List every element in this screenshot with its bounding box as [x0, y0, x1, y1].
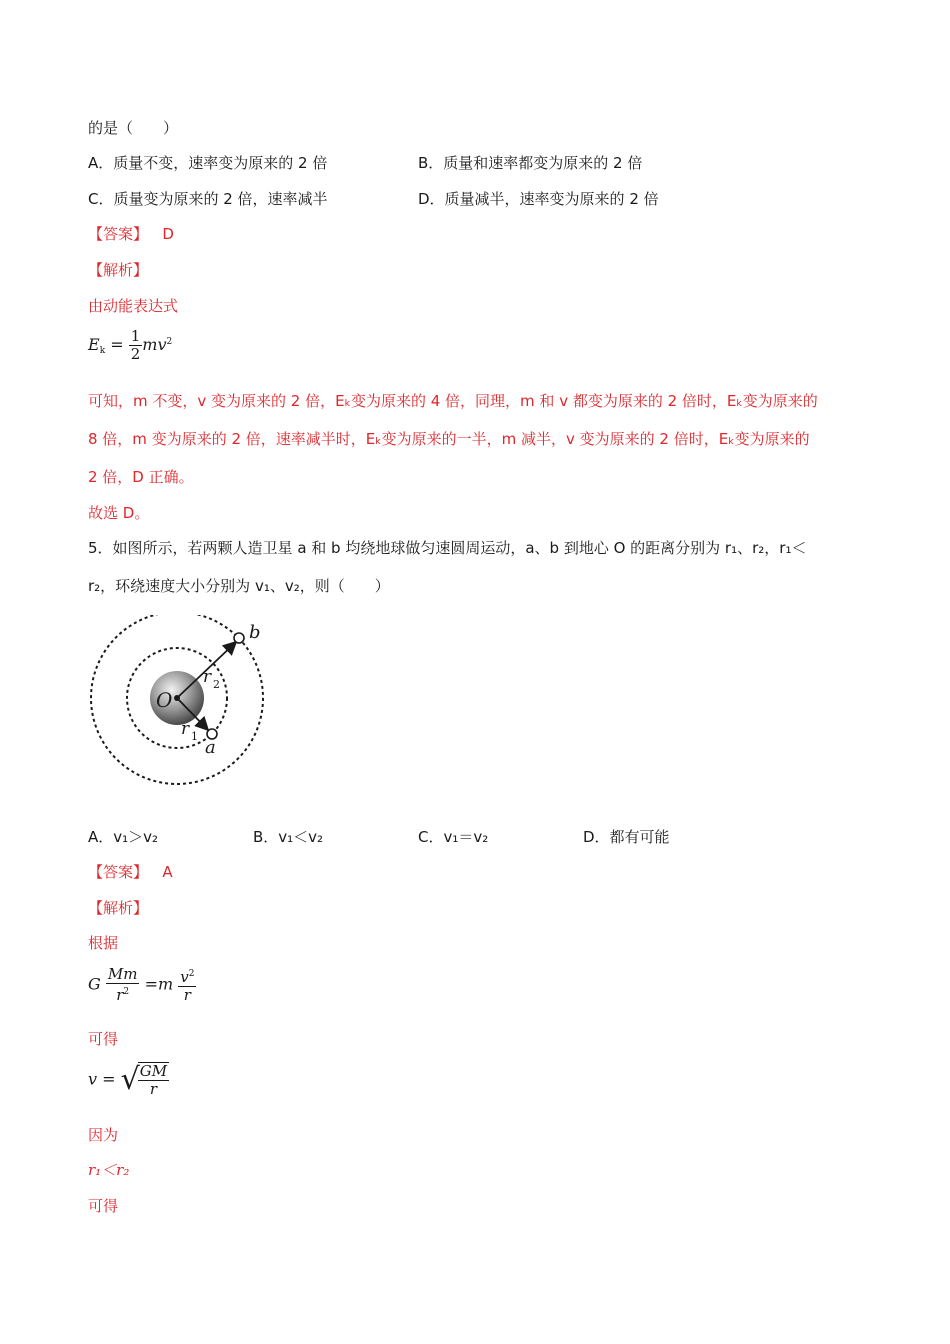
q4-answer [88, 224, 174, 244]
formula-g: G [88, 974, 101, 994]
label-r2: r [203, 667, 212, 687]
label-center-o: O [156, 688, 173, 712]
satellite-b [234, 633, 244, 643]
q4-option-c: C．质量变为原来的 2 倍，速率减半 [88, 190, 328, 208]
q5-answer-label: 【答案】 [88, 863, 149, 881]
q5-answer-value: A [162, 863, 173, 881]
formula-square: 2 [166, 337, 173, 347]
formula-gm-over-r [138, 1062, 169, 1098]
q5-then1: 可得 [88, 1030, 119, 1048]
satellite-orbit-diagram [84, 615, 274, 790]
q4-conclusion: 故选 D。 [88, 504, 150, 522]
q4-option-a: A．质量不变，速率变为原来的 2 倍 [88, 154, 328, 172]
q5-stem-line2: r₂，环绕速度大小分别为 v₁、v₂，则（ ） [88, 577, 390, 595]
label-a: a [205, 737, 216, 758]
q4-analysis-label: 【解析】 [88, 261, 149, 279]
q5-velocity-formula [88, 1062, 169, 1098]
formula-ek-sub: k [99, 346, 106, 356]
formula-equals: = [102, 1069, 116, 1089]
q4-kinetic-energy-formula [88, 328, 172, 363]
q5-stem-line1: 5．如图所示，若两颗人造卫星 a 和 b 均绕地球做匀速圆周运动，a、b 到地心 O 的距离分别为 r₁、r₂，r₁＜ [88, 539, 807, 557]
formula-mm-over-r2 [106, 966, 140, 1004]
label-r2-sub: 2 [213, 678, 220, 691]
q5-option-b: B．v₁＜v₂ [253, 828, 324, 846]
q5-because: 因为 [88, 1126, 119, 1144]
formula-half-fraction [129, 328, 143, 363]
earth-center-dot [174, 695, 180, 701]
formula-ek-symbol: E [88, 335, 100, 354]
q4-answer-label: 【答案】 [88, 225, 149, 243]
label-b: b [249, 622, 261, 643]
q5-then2: 可得 [88, 1197, 119, 1215]
fraction-denominator: r [183, 986, 191, 1004]
fraction-numerator [178, 966, 196, 987]
q5-analysis-lead: 根据 [88, 934, 119, 952]
q5-option-d: D．都有可能 [583, 828, 670, 846]
q5-condition: r₁＜r₂ [88, 1161, 130, 1179]
fraction-denominator: r [149, 1080, 158, 1098]
q4-option-b: B．质量和速率都变为原来的 2 倍 [418, 154, 643, 172]
fraction-numerator: Mm [107, 965, 138, 983]
q5-gravity-formula [88, 966, 196, 1004]
fraction-denominator: 2 [130, 345, 141, 363]
denominator-square: 2 [123, 987, 130, 997]
q4-stem-tail: 的是（ ） [88, 119, 179, 137]
q5-option-a: A．v₁＞v₂ [88, 828, 159, 846]
label-r1-sub: 1 [191, 730, 198, 743]
q5-answer [88, 862, 173, 882]
fraction-denominator [106, 984, 140, 1004]
q4-answer-value: D [162, 225, 174, 243]
denominator-r: r [116, 986, 124, 1004]
numerator-square: 2 [188, 969, 195, 979]
q4-analysis-para1: 可知，m 不变，v 变为原来的 2 倍，Eₖ变为原来的 4 倍，同理，m 和 v 都变为原来的 2 倍时，Eₖ变为原来的 [88, 392, 818, 410]
formula-v2-over-r [178, 966, 196, 1004]
q4-option-d: D．质量减半，速率变为原来的 2 倍 [418, 190, 659, 208]
label-r1: r [181, 719, 190, 739]
sqrt-sign-icon: √ [120, 1062, 140, 1097]
q4-analysis-lead: 由动能表达式 [88, 297, 179, 315]
formula-equals: = [110, 335, 124, 354]
q4-analysis-para3: 2 倍，D 正确。 [88, 468, 194, 486]
formula-mv: mv [142, 335, 167, 354]
q5-analysis-label: 【解析】 [88, 899, 149, 917]
fraction-numerator: 1 [130, 327, 141, 345]
fraction-numerator: GM [139, 1062, 168, 1080]
formula-v: v [88, 1069, 98, 1089]
formula-equals: = [144, 974, 158, 994]
q5-option-c: C．v₁＝v₂ [418, 828, 489, 846]
numerator-v: v [180, 968, 189, 986]
formula-m: m [157, 974, 174, 994]
q4-analysis-para2: 8 倍，m 变为原来的 2 倍，速率减半时，Eₖ变为原来的一半，m 减半，v 变为原来的 2 倍时，Eₖ变为原来的 [88, 430, 810, 448]
